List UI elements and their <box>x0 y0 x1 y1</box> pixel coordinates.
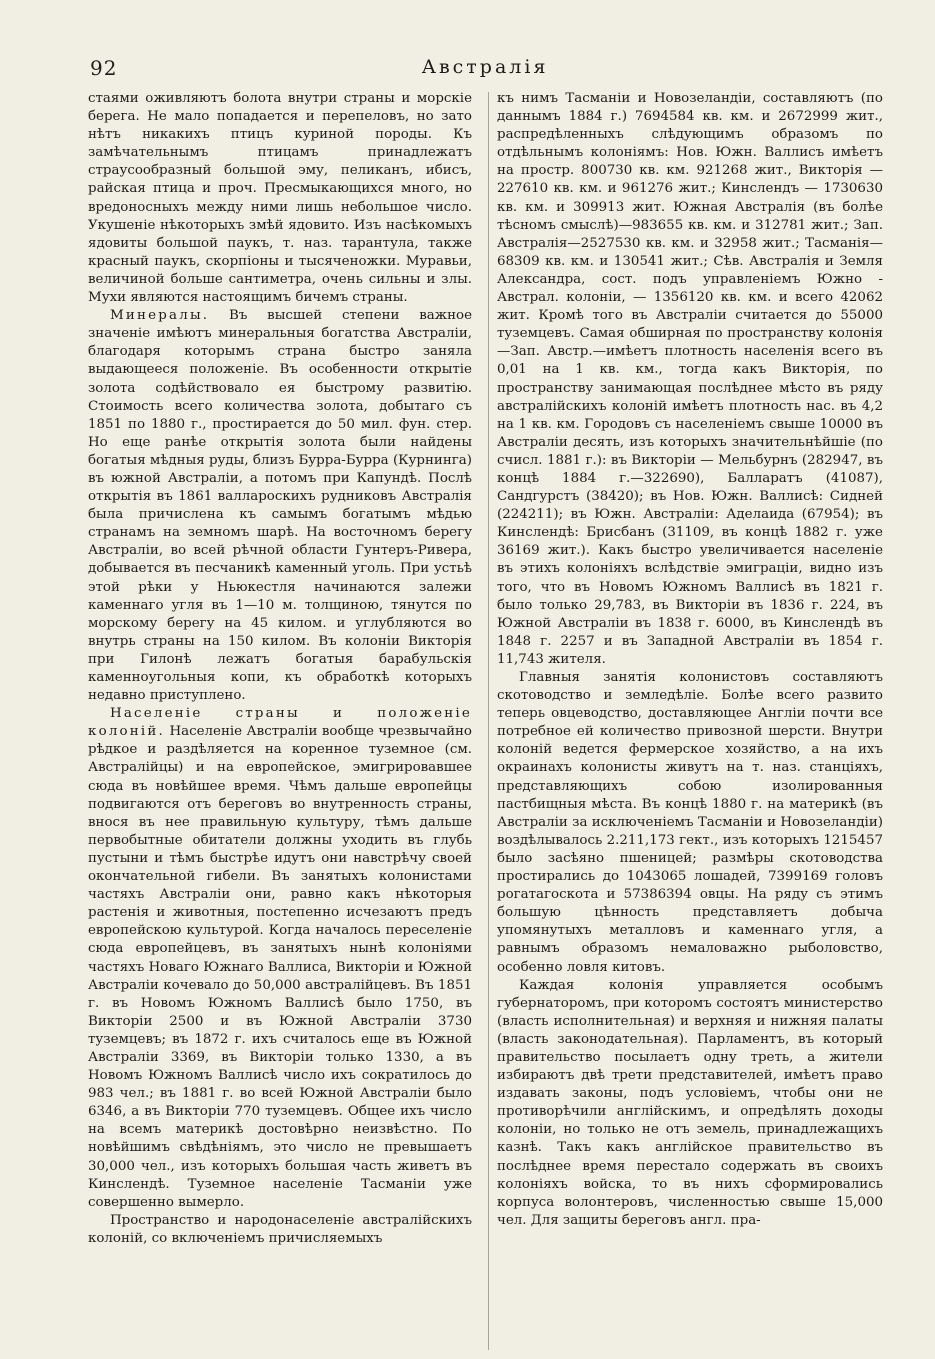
right-column <box>497 90 883 1352</box>
section-heading-minerals: Минералы. <box>110 308 210 324</box>
paragraph-territory: Пространство и народонаселеніе австралійскихъ колоній, со включеніемъ причисляемыхъ <box>88 1212 472 1246</box>
paragraph-population-text: Населеніе Австраліи вообще чрезвычайно рѣдкое и раздѣляется на коренное туземное (см. Австралійцы) и на европейское, эмигрировавшее сюда въ новѣйшее время. Чѣмъ дальше европейцы подвигаются отъ береговъ во внутренность страны, внося въ нее правильную культуру, тѣмъ дальше первобытные обитатели должны уходить въ глубь пустыни и тѣмъ быстрѣе идутъ они навстрѣчу своей окончательной гибели. Въ занятыхъ колонистами частяхъ Австраліи они, равно какъ нѣкоторыя растенія и животныя, постепенно исчезаютъ предъ европейскою культурой. Когда началось переселеніе сюда европейцевъ, въ занятыхъ нынѣ колоніями частяхъ Новаго Южнаго Валлиса, Викторіи и Южной Австраліи кочевало до 50,000 австралійцевъ. Въ 1851 г. въ Новомъ Южномъ Валлисѣ было 1750, въ Викторіи 2500 и въ Южной Австраліи 3730 туземцевъ; въ 1872 г. ихъ считалось еще въ Южной Австраліи 3369, въ Викторіи только 1330, а въ Новомъ Южномъ Валлисѣ число ихъ сократилось до 983 чел.; въ 1881 г. во всей Южной Австраліи было 6346, а въ Викторіи 770 туземцевъ. Общее ихъ число на всемъ материкѣ достовѣрно неизвѣстно. По новѣйшимъ свѣдѣніямъ, это число не превышаетъ 30,000 чел., изъ которыхъ большая часть живетъ въ Кинслендѣ. Туземное населеніе Тасманіи уже совершенно вымерло. <box>88 724 472 1210</box>
page-header <box>90 56 880 84</box>
section-heading-population: Населеніе страны и положеніе колоній. <box>88 706 472 740</box>
page-number: 92 <box>90 56 118 80</box>
paragraph-government: Каждая колонія управляется особымъ губернаторомъ, при которомъ состоятъ министерство (власть исполнительная) и верхняя и нижняя палаты (власть законодательная). Парламентъ, въ который правительство посылаетъ одну треть, а жители избираютъ двѣ трети представителей, имѣетъ право издавать законы, подъ условіемъ, чтобы они не противорѣчили англійскимъ, и опредѣлять доходы колоніи, но только не отъ земель, принадлежащихъ казнѣ. Такъ какъ англійское правительство въ послѣднее время перестало содержать въ своихъ колоніяхъ войска, то въ нихъ сформировались корпуса волонтеровъ, численностью свыше 15,000 чел. Для защиты береговъ англ. пра- <box>497 977 883 1228</box>
paragraph-minerals-text: Въ высшей степени важное значеніе имѣютъ минеральныя богатства Австраліи, благодаря которымъ страна быстро заняла выдающееся положеніе. Въ особенности открытіе золота содѣйствовало ея быстрому развитію. Стоимость всего количества золота, добытаго съ 1851 по 1880 г., простирается до 50 мил. фун. стер. Но еще ранѣе открытія золота были найдены богатыя мѣдныя руды, близъ Бурра-Бурра (Курнинга) въ южной Австраліи, а потомъ при Капундѣ. Послѣ открытія въ 1861 валлароскихъ рудниковъ Австралія была причислена къ самымъ богатымъ мѣдью странамъ на земномъ шарѣ. На восточномъ берегу Австраліи, во всей рѣчной области Гунтеръ-Ривера, добывается въ песчаникѣ каменный уголь. При устьѣ этой рѣки у Ньюкестля начинаются залежи каменнаго угля въ 1—10 м. толщиною, тянутся по морскому берегу на 45 килом. и углубляются во внутрь страны на 150 килом. Въ колоніи Викторія при Гилонѣ лежатъ богатыя барабульскія каменноугольныя копи, къ обработкѣ которыхъ недавно приступлено. <box>88 308 472 704</box>
paragraph-population <box>88 705 472 1212</box>
page-title: Австралія <box>421 56 549 78</box>
paragraph-fauna: стаями оживляютъ болота внутри страны и морскіе берега. Не мало попадается и перепеловъ, но зато нѣтъ никакихъ птицъ куриной породы. Къ замѣчательнымъ птицамъ принадлежатъ страусообразный большой эму, пеликанъ, ибисъ, райская птица и проч. Пресмыкающихся много, но вредоносныхъ между ними лишь небольшое число. Укушеніе нѣкоторыхъ змѣй ядовито. Изъ насѣкомыхъ ядовиты большой паукъ, т. наз. тарантула, также красный паукъ, скорпіоны и тысяченожки. Муравьи, величиной больше сантиметра, очень сильны и злы. Мухи являются настоящимъ бичемъ страны. <box>88 91 472 306</box>
paragraph-colonies-statistics: къ нимъ Тасманіи и Новозеландіи, составляютъ (по даннымъ 1884 г.) 7694584 кв. км. и 2672999 жит., распредѣленныхъ слѣдующимъ образомъ по отдѣльнымъ колоніямъ: Нов. Южн. Валлисъ имѣетъ на простр. 800730 кв. км. 921268 жит., Викторія — 227610 кв. км. и 961276 жит.; Кинслендъ — 1730630 кв. км. и 309913 жит. Южная Австралія (въ болѣе тѣсномъ смыслѣ)—983655 кв. км. и 312781 жит.; Зап. Австралія—2527530 кв. км. и 32958 жит.; Тасманія—68309 кв. км. и 130541 жит.; Сѣв. Австралія и Земля Александра, сост. подъ управленіемъ Южно - Австрал. колоніи, — 1356120 кв. км. и всего 42062 жит. Кромѣ того въ Австраліи считается до 55000 туземцевъ. Самая обширная по пространству колонія—Зап. Австр.—имѣетъ плотность населенія всего въ 0,01 на 1 кв. км., тогда какъ Викторія, по пространству занимающая послѣднее мѣсто въ ряду австралійскихъ колоній имѣетъ плотность нас. въ 4,2 на 1 кв. км. Городовъ съ населеніемъ свыше 10000 въ Австраліи десять, изъ которыхъ значительнѣйшіе (по счисл. 1881 г.): въ Викторіи — Мельбурнъ (282947, въ концѣ 1884 г.—322690), Балларатъ (41087), Сандгурстъ (38420); въ Нов. Южн. Валлисѣ: Сидней (224211); въ Южн. Австраліи: Аделаида (67954); въ Кинслендѣ: Брисбанъ (31109, въ концѣ 1882 г. уже 36169 жит.). Какъ быстро увеличивается населеніе въ этихъ колоніяхъ вслѣдствіе эмиграціи, видно изъ того, что въ Новомъ Южномъ Валлисѣ въ 1821 г. было только 29,783, въ Викторіи въ 1836 г. 224, въ Южной Австраліи въ 1838 г. 6000, въ Кинслендѣ въ 1848 г. 2257 и въ Западной Австраліи въ 1854 г. 11,743 жителя. <box>497 91 883 667</box>
paragraph-minerals <box>88 307 472 705</box>
paragraph-occupations: Главныя занятія колонистовъ составляютъ скотоводство и земледѣліе. Болѣе всего развито теперь овцеводство, доставляющее Англіи почти все потребное ей количество привозной шерсти. Внутри колоній ведется фермерское хозяйство, а на ихъ окраинахъ колонисты живутъ на т. наз. станціяхъ, представляющихъ собою изолированныя пастбищныя мѣста. Въ концѣ 1880 г. на материкѣ (въ Австраліи за исключеніемъ Тасманіи и Новозеландіи) воздѣлывалось 2.211,173 гект., изъ которыхъ 1215457 было засѣяно пшеницей; размѣры скотоводства простирались до 1043065 лошадей, 7399169 головъ рогатагоскота и 57386394 овцы. На ряду съ этимъ большую цѣнность представляетъ добыча упомянутыхъ металловъ и каменнаго угля, а равнымъ образомъ немаловажно рыболовство, особенно ловля китовъ. <box>497 670 883 975</box>
left-column <box>88 90 472 1352</box>
column-divider <box>488 92 489 1350</box>
